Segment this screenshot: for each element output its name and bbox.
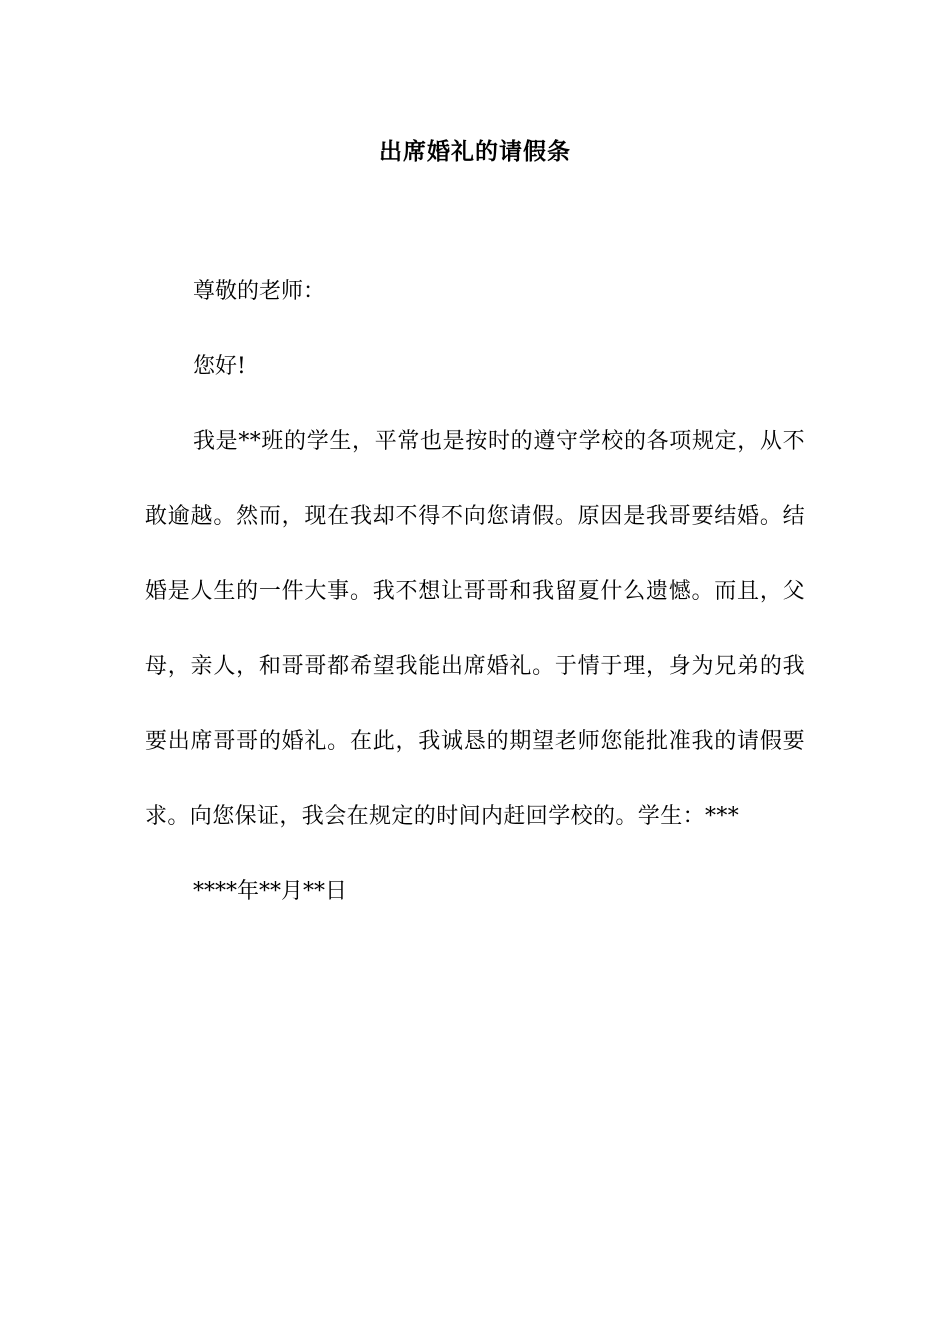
letter-body [145,254,805,929]
body-paragraph: 我是**班的学生，平常也是按时的遵守学校的各项规定，从不敢逾越。然而，现在我却不得不向您请假。原因是我哥要结婚。结婚是人生的一件大事。我不想让哥哥和我留夏什么遗憾。而且，父母，亲人，和哥哥都希望我能出席婚礼。于情于理，身为兄弟的我要出席哥哥的婚礼。在此，我诚恳的期望老师您能批准我的请假要求。向您保证，我会在规定的时间内赶回学校的。学生：*** [145,429,805,829]
document-title: 出席婚礼的请假条 [379,139,571,165]
salutation: 尊敬的老师： [193,279,326,304]
date-line: ****年**月**日 [193,879,348,904]
greeting: 您好! [193,354,246,379]
